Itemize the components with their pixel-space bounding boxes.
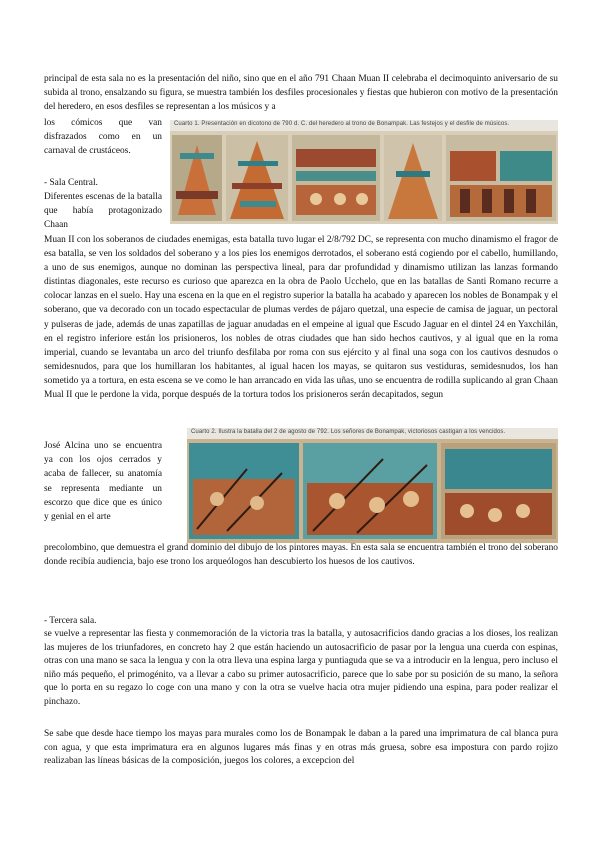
paragraph-intro-wrap: los cómicos que van disfrazados como en un carnaval de crustáceos. <box>44 118 162 157</box>
mural-image-presentation <box>170 131 558 224</box>
heading-tercera-sala: - Tercera sala. <box>44 616 97 626</box>
heading-sala-central: - Sala Central. <box>44 178 98 188</box>
mural-figure-presentation <box>170 120 558 224</box>
mural-figure-battle <box>187 428 558 543</box>
paragraph-final: Se sabe que desde hace tiempo los mayas para murales como los de Bonampak le daban a la pared una imprimatura de cal blanca pura con agua, y que esta imprimatura era en algunos lugares más finas y en otras más gruesa, sobre esa impostura con pardo rojizo realizaban las líneas básicas de la composición, juegos los colores, a excepcion del <box>44 729 558 767</box>
paragraph-central-wrap: Diferentes escenas de la batalla que había protagonizado Chaan <box>44 192 162 231</box>
paragraph-central-2: precolombino, que demuestra el grand dominio del dibujo de los pintores mayas. En esta sala se encuentra también el trono del soberano donde recibía audiencia, bajo ese trono los arqueólogos han descubierto los huesos de los cautivos. <box>44 543 558 568</box>
mural-image-battle <box>187 439 558 543</box>
paragraph-intro: principal de esta sala no es la presentación del niño, sino que en el año 791 Chaan Muan II celebraba el decimoquinto aniversario de su subida al trono, ensalzando su figura, se muestra también los desfiles procesionales y fiestas que hubieron con motivo de la presentación del heredero, en esos desfiles se representan a los músicos y a <box>44 74 558 113</box>
paragraph-central: Muan II con los soberanos de ciudades enemigas, esta batalla tuvo lugar el 2/8/792 DC, se representa con mucho dinamismo el fragor de esa batalla, se ven los soldados del soberano y a los pies los enemigos derrotados, el soberano está cogiendo por el cabello, humillando, a uno de sus enemigos, aunque no dominan las perspectiva lineal, para dar profundidad y dinamismo utilizan las lanzas formando distintas diagonales, este recurso es curioso que aparezca en la obra de Paolo Ucchelo, que en las batallas de Santi Romano recurre a colocar lanzas en el suelo. Hay una escena en la que en el registro superior la batalla ha acabado y aparecen los nobles de Bonampak y el soberano, que va decorado con un tocado espectacular de plumas verdes de pájaro quetzal, una especie de camisa de jaguar, un pectoral y pulseras de jade, además de unas zapatillas de jaguar anudadas en el empeine al igual que Escudo Jaguar en el dintel 24 en Yaxchilán, en el registro inferiore están los prisioneros, los nobles de otras ciudades que han sido hechos cautivos, y al igual que en la roma imperial, cuando se levantaba un arco del triunfo desfilaba por roma con sus ejército y al final una soga con los cautivos desnudos o semidesnudos, para que los humillaran los habitantes, al igual hacen los mayas, se quitaron sus vestiduras, semidesnudos, los han sometido ya a tortura, en esta escena se ve como le han arrancado en vida las uñas, uno se encuentra de rodilla suplicando al gran Chaan Mual II que le perdone la vida, porque después de la tortura todos los prisioneros serán decapitados, segun <box>44 235 558 401</box>
paragraph-central-wrap-2: José Alcina uno se encuentra ya con los ojos cerrados y acaba de fallecer, su anatomía se representa mediante un escorzo que dice que es único y genial en el arte <box>44 441 162 523</box>
figure-caption: Cuarto 2. Ilustra la batalla del 2 de agosto de 792. Los señores de Bonampak, victoriosos castigan a los vencidos. <box>191 429 506 435</box>
figure-caption: Cuarto 1. Presentación en dicotono de 790 d. C. del heredero al trono de Bonampak. Las festejos y el desfile de músicos. <box>174 121 510 127</box>
paragraph-tercera: se vuelve a representar las fiesta y conmemoración de la victoria tras la batalla, y autosacrificios dando gracias a los dioses, los realizan las mujeres de los triunfadores, en concreto hay 2 que están haciendo un autosacrificio de pasar por la lengua una cuerda con espinas, otras con una mano se saca la lengua y con la otra lleva una espina larga y puntiaguda que se va a introducir en la lengua, pero incluso el niño más pequeño, el primogénito, va a llevar a cabo su primer autosacrificio, parece que lo sabe por su posición de su mano, la señora que lo porta en su regazo lo coge con una mano y con la otra se vuelve hacia otra mujer pidiendo una espina, para poder realizar el pinchazo. <box>44 629 558 707</box>
